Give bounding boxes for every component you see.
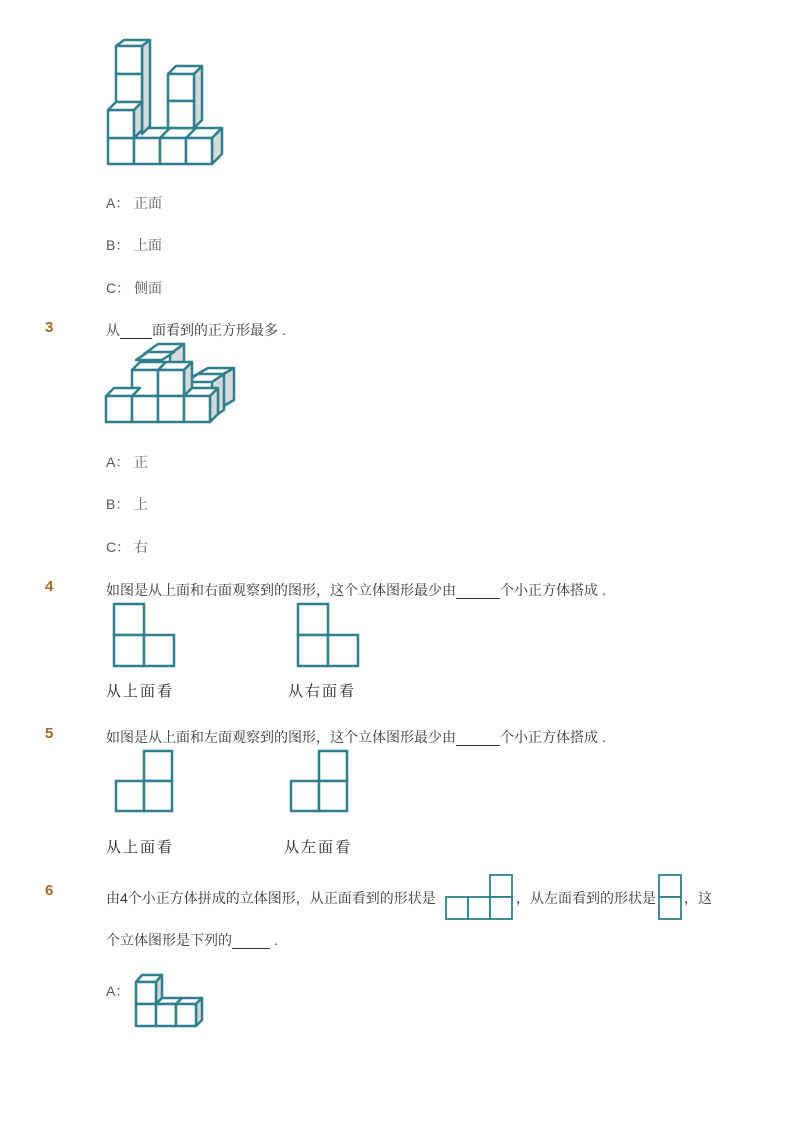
question-number: 4	[45, 578, 54, 595]
option-text: 侧面	[134, 280, 162, 296]
question-number: 6	[45, 882, 54, 899]
q2-cube-figure	[100, 38, 240, 168]
q5-text-before: 如图是从上面和左面观察到的图形，这个立体图形最少由	[106, 729, 456, 745]
question-number: 5	[45, 725, 54, 742]
q6-text-line2-end: .	[270, 932, 278, 948]
option-text: 正	[134, 454, 148, 470]
q3-option-b[interactable]	[106, 494, 148, 514]
q4-caption-top-view: 从上面看	[106, 682, 175, 700]
option-text: 上面	[134, 237, 162, 253]
q6-text-line2	[106, 930, 278, 950]
q3-option-a[interactable]	[106, 452, 148, 472]
answer-blank[interactable]	[456, 729, 500, 746]
question-number: 3	[45, 319, 54, 336]
q2-option-a[interactable]	[106, 193, 162, 213]
q5-caption-left-view: 从左面看	[284, 838, 353, 856]
option-label: C：	[106, 539, 131, 555]
q5-top-view-figure	[114, 749, 176, 813]
q6-left-view-figure	[657, 873, 685, 921]
option-label: A：	[106, 983, 130, 999]
option-text: 正面	[134, 195, 162, 211]
answer-blank[interactable]	[232, 932, 270, 949]
q5-question-text	[106, 727, 606, 747]
q5-left-view-figure	[289, 749, 351, 813]
answer-blank[interactable]	[120, 322, 152, 339]
option-label: B：	[106, 496, 130, 512]
q2-option-c[interactable]	[106, 278, 162, 298]
q4-caption-right-view: 从右面看	[288, 682, 357, 700]
q2-option-b[interactable]	[106, 235, 162, 255]
q6-option-a[interactable]	[106, 981, 134, 1001]
q3-text-after: 面看到的正方形最多 .	[152, 322, 286, 338]
q4-right-view-figure	[296, 602, 362, 668]
option-label: C：	[106, 280, 131, 296]
q6-front-view-figure	[444, 873, 516, 921]
q6-text-line2-start: 个立体图形是下列的	[106, 932, 232, 948]
option-label: A：	[106, 195, 130, 211]
q4-text-before: 如图是从上面和右面观察到的图形，这个立体图形最少由	[106, 582, 456, 598]
option-label: A：	[106, 454, 130, 470]
option-label: B：	[106, 237, 130, 253]
q4-question-text	[106, 580, 606, 600]
q3-cube-figure	[100, 340, 240, 428]
q6-text-part3: ，这	[684, 890, 712, 906]
q5-text-after: 个小正方体搭成 .	[500, 729, 606, 745]
answer-blank[interactable]	[456, 582, 500, 599]
q3-question-text	[106, 320, 286, 340]
q5-caption-top-view: 从上面看	[106, 838, 175, 856]
q4-text-after: 个小正方体搭成 .	[500, 582, 606, 598]
q3-text-before: 从	[106, 322, 120, 338]
q6-text-part1: 由4个小正方体拼成的立体图形，从正面看到的形状是	[106, 890, 436, 906]
option-text: 右	[134, 539, 148, 555]
option-text: 上	[134, 496, 148, 512]
q3-option-c[interactable]	[106, 537, 148, 557]
q6-option-a-figure[interactable]	[134, 972, 208, 1030]
q4-top-view-figure	[112, 602, 178, 668]
q6-text-part2: ，从左面看到的形状是	[516, 890, 656, 906]
